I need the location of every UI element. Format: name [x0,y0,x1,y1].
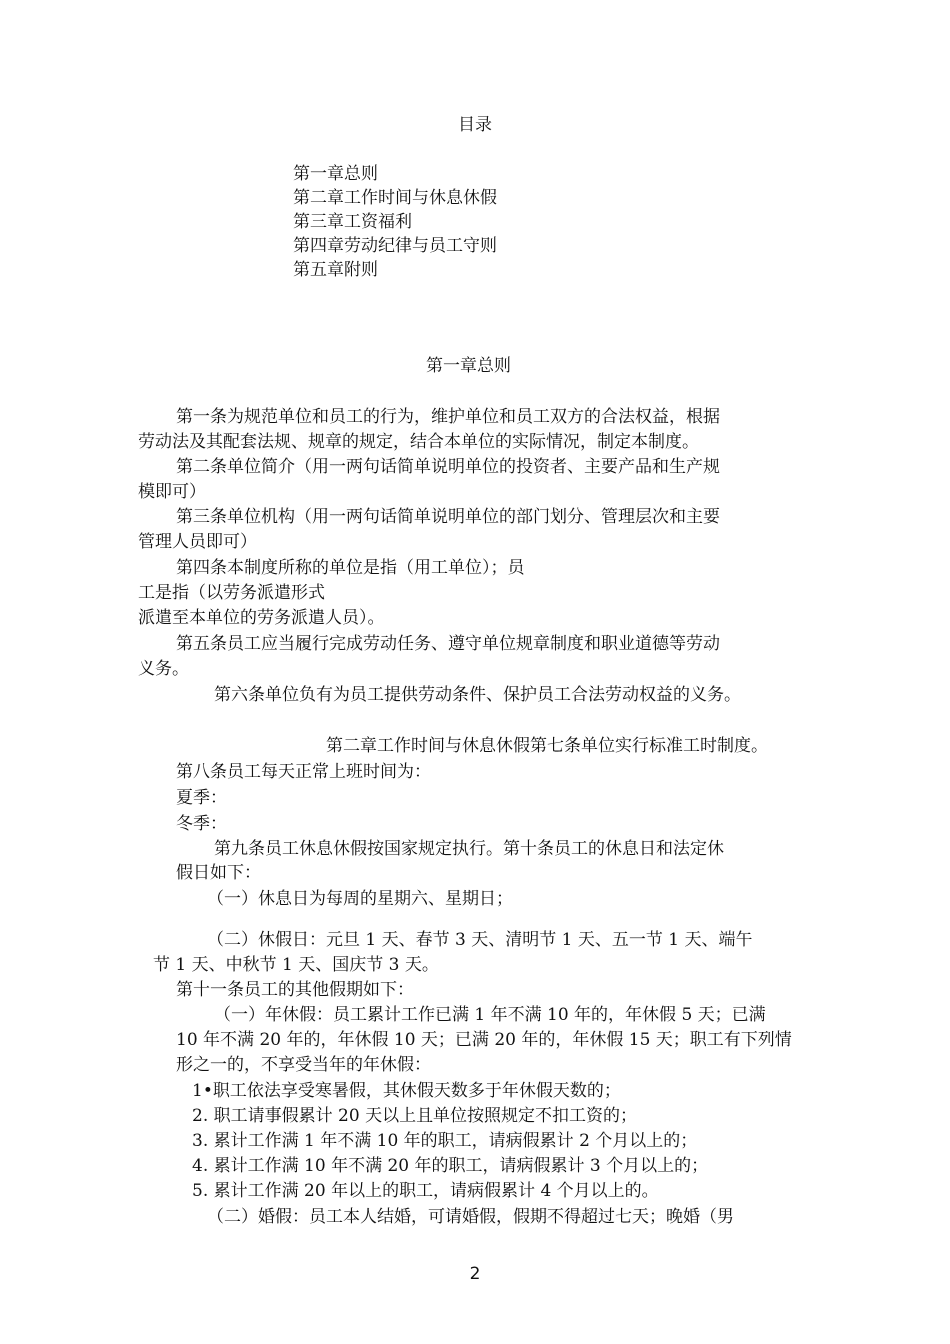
paragraph-line: 第十一条员工的其他假期如下： [176,980,414,1000]
paragraph-line: 第二条单位简介（用一两句话简单说明单位的投资者、主要产品和生产规 [176,457,720,477]
paragraph-line: 第三条单位机构（用一两句话简单说明单位的部门划分、管理层次和主要 [176,507,720,527]
list-item: 1•职工依法享受寒暑假，其休假天数多于年休假天数的； [192,1081,621,1101]
list-item: 4. 累计工作满 10 年不满 20 年的职工，请病假累计 3 个月以上的； [192,1156,709,1176]
paragraph-line: 第六条单位负有为员工提供劳动条件、保护员工合法劳动权益的义务。 [214,685,741,705]
paragraph-line: 第九条员工休息休假按国家规定执行。第十条员工的休息日和法定休 [214,839,724,859]
paragraph-line: 派遣至本单位的劳务派遣人员）。 [138,608,385,628]
paragraph-line: 节 1 天、中秋节 1 天、国庆节 3 天。 [153,955,439,975]
paragraph-line: 义务。 [138,659,189,679]
paragraph-line: （一）休息日为每周的星期六、星期日； [207,889,513,909]
paragraph-line: （一）年休假：员工累计工作已满 1 年不满 10 年的，年休假 5 天；已满 [214,1005,766,1025]
paragraph-line: （二）休假日：元旦 1 天、春节 3 天、清明节 1 天、五一节 1 天、端午 [207,930,753,950]
list-item: 3. 累计工作满 1 年不满 10 年的职工，请病假累计 2 个月以上的； [192,1131,698,1151]
paragraph-line: 工是指（以劳务派遣形式 [138,583,325,603]
toc-item: 第五章附则 [293,260,378,280]
paragraph-line: 形之一的，不享受当年的年休假： [176,1055,431,1075]
chapter-heading: 第二章工作时间与休息休假第七条单位实行标准工时制度。 [326,736,768,756]
toc-item: 第二章工作时间与休息休假 [293,188,497,208]
paragraph-line: 第八条员工每天正常上班时间为： [176,762,431,782]
paragraph-line: 第五条员工应当履行完成劳动任务、遵守单位规章制度和职业道德等劳动 [176,634,720,654]
paragraph-line: 管理人员即可） [138,532,257,552]
paragraph-line: 10 年不满 20 年的，年休假 10 天；已满 20 年的，年休假 15 天；职工有下列情 [176,1030,792,1050]
toc-item: 第四章劳动纪律与员工守则 [293,236,497,256]
paragraph-line: 第四条本制度所称的单位是指（用工单位）；员 [176,558,525,578]
chapter-heading: 第一章总则 [426,356,511,376]
list-item: 5. 累计工作满 20 年以上的职工，请病假累计 4 个月以上的。 [192,1181,659,1201]
paragraph-line: 冬季： [176,814,227,834]
paragraph-line: 假日如下： [176,863,261,883]
paragraph-line: （二）婚假：员工本人结婚，可请婚假，假期不得超过七天；晚婚（男 [207,1207,734,1227]
list-item: 2. 职工请事假累计 20 天以上且单位按照规定不扣工资的； [192,1106,638,1126]
toc-title: 目录 [458,115,492,135]
paragraph-line: 模即可） [138,482,206,502]
page-number: 2 [469,1264,481,1284]
toc-item: 第三章工资福利 [293,212,412,232]
paragraph-line: 第一条为规范单位和员工的行为，维护单位和员工双方的合法权益，根据 [176,407,720,427]
toc-item: 第一章总则 [293,164,378,184]
paragraph-line: 劳动法及其配套法规、规章的规定，结合本单位的实际情况，制定本制度。 [138,432,699,452]
paragraph-line: 夏季： [176,788,227,808]
